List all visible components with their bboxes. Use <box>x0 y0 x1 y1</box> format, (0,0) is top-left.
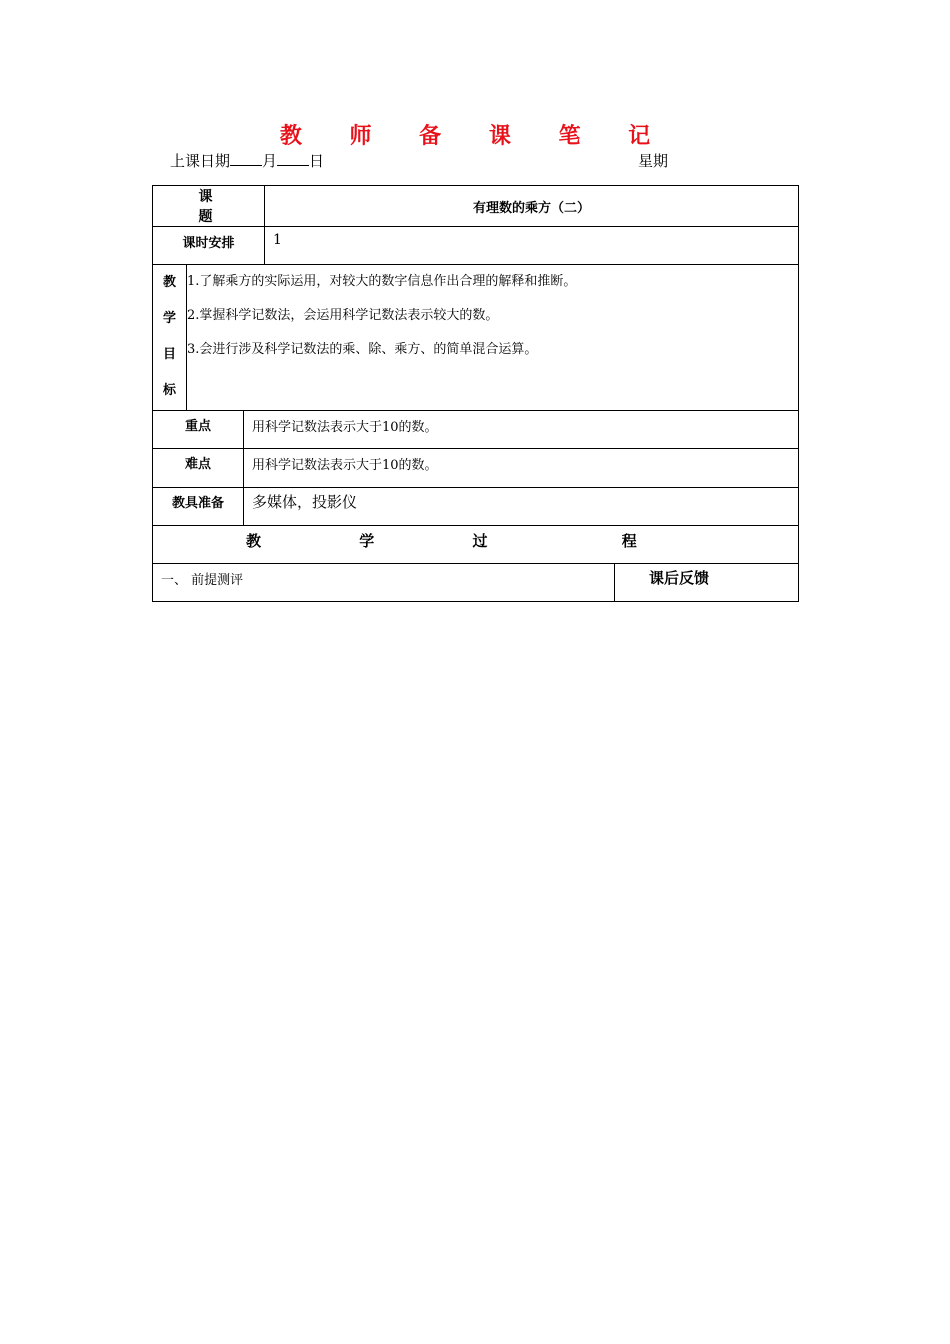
topic-label: 课 题 <box>153 186 265 227</box>
goals-label-char: 教 <box>162 275 176 290</box>
process-header <box>153 526 799 564</box>
goal-item: 2.掌握科学记数法，会运用科学记数法表示较大的数。 <box>187 308 499 323</box>
topic-value: 有理数的乘方（二） <box>265 186 799 227</box>
feedback-label: 课后反馈 <box>615 564 799 602</box>
page-title: 教 师 备 课 笔 记 <box>279 124 671 149</box>
date-prefix: 上课日期 <box>170 152 231 170</box>
process-char: 过 <box>472 532 488 550</box>
process-char: 学 <box>359 532 375 550</box>
goals-label-char: 标 <box>162 383 176 398</box>
section-preassessment: 一、 前提测评 <box>153 564 615 602</box>
goal-item: 1.了解乘方的实际运用，对较大的数字信息作出合理的解释和推断。 <box>187 274 577 289</box>
weekday-label: 星期 <box>638 152 669 170</box>
goal-item: 3.会进行涉及科学记数法的乘、除、乘方、的简单混合运算。 <box>187 342 538 357</box>
tools-label: 教具准备 <box>153 488 244 526</box>
tools-value: 多媒体，投影仪 <box>244 488 799 526</box>
difficulty-label: 难点 <box>153 449 244 488</box>
day-blank[interactable] <box>277 151 309 166</box>
lesson-plan-table <box>152 185 799 602</box>
goals-label <box>153 265 187 411</box>
difficulty-value: 用科学记数法表示大于10的数。 <box>244 449 799 488</box>
goals-list <box>187 265 799 411</box>
process-char: 教 <box>245 532 261 550</box>
key-label: 重点 <box>153 411 244 449</box>
process-char: 程 <box>621 532 637 550</box>
key-value: 用科学记数法表示大于10的数。 <box>244 411 799 449</box>
month-blank[interactable] <box>230 151 262 166</box>
date-line <box>170 150 324 172</box>
hours-value: 1 <box>265 227 799 265</box>
goals-label-char: 目 <box>162 347 176 362</box>
month-label: 月 <box>262 152 278 170</box>
hours-label: 课时安排 <box>153 227 265 265</box>
day-label: 日 <box>309 152 325 170</box>
goals-label-char: 学 <box>162 311 176 326</box>
